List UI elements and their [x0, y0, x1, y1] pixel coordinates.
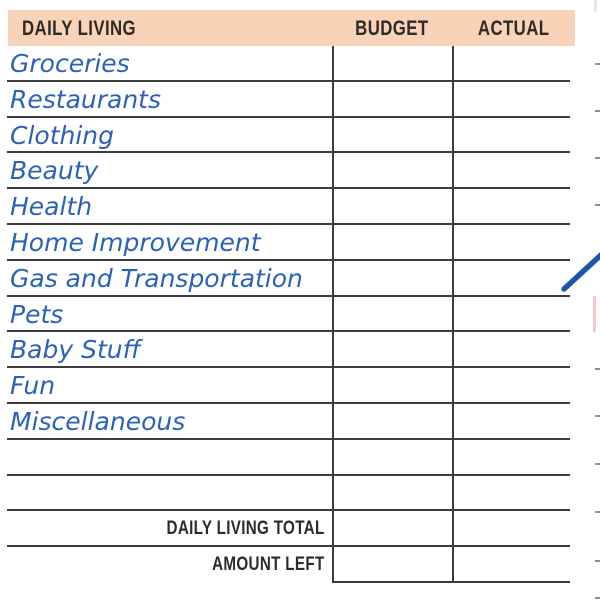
category-text: Clothing	[10, 120, 115, 150]
budget-cell[interactable]	[332, 153, 452, 187]
table-row	[7, 404, 570, 440]
table-row	[7, 332, 570, 368]
budget-cell[interactable]	[332, 46, 452, 80]
table-row	[7, 225, 570, 261]
category-label	[7, 332, 332, 366]
total-row	[7, 511, 570, 547]
budget-cell[interactable]	[332, 261, 452, 295]
category-label	[7, 368, 332, 402]
total-budget-cell[interactable]	[332, 511, 452, 545]
budget-cell[interactable]	[332, 82, 452, 116]
table-row	[7, 82, 570, 118]
table-row	[7, 261, 570, 297]
category-text: Restaurants	[10, 84, 162, 114]
amount-left-actual-cell[interactable]	[452, 547, 570, 583]
table-row	[7, 368, 570, 404]
category-cell-empty[interactable]	[7, 476, 332, 510]
category-label	[7, 153, 332, 187]
category-text: Baby Stuff	[10, 335, 141, 365]
budget-cell[interactable]	[332, 476, 452, 510]
budget-table	[7, 46, 570, 583]
category-label	[7, 297, 332, 331]
table-row	[7, 153, 570, 189]
actual-column-header	[452, 10, 576, 46]
table-row	[7, 189, 570, 225]
table-row	[7, 46, 570, 82]
total-label-cell	[7, 511, 332, 545]
page-edge-line-ticks	[594, 0, 600, 600]
actual-column-header-text: ACTUAL	[478, 17, 550, 40]
table-row	[7, 297, 570, 333]
category-label	[7, 118, 332, 152]
category-text: Health	[10, 192, 93, 222]
category-text: Groceries	[10, 49, 130, 78]
budget-column-header-text: BUDGET	[355, 17, 429, 40]
budget-cell[interactable]	[332, 332, 452, 366]
actual-cell[interactable]	[452, 404, 570, 438]
table-row-empty	[7, 440, 570, 476]
actual-cell[interactable]	[452, 189, 570, 223]
amount-left-label-cell	[7, 547, 332, 583]
budget-column-header	[332, 10, 452, 46]
total-actual-cell[interactable]	[452, 511, 570, 545]
section-title	[22, 10, 165, 46]
table-row-empty	[7, 476, 570, 512]
actual-cell[interactable]	[452, 261, 570, 295]
budget-cell[interactable]	[332, 189, 452, 223]
category-text: Beauty	[10, 156, 99, 186]
category-label	[7, 225, 332, 259]
actual-cell[interactable]	[452, 476, 570, 510]
budget-cell[interactable]	[332, 297, 452, 331]
actual-cell[interactable]	[452, 332, 570, 366]
actual-cell[interactable]	[452, 440, 570, 474]
section-title-text: DAILY LIVING	[22, 17, 137, 40]
category-text: Fun	[10, 371, 56, 401]
actual-cell[interactable]	[452, 46, 570, 80]
category-text: Gas and Transportation	[10, 263, 303, 293]
category-label	[7, 82, 332, 116]
daily-living-total-text: DAILY LIVING TOTAL	[166, 518, 325, 540]
actual-cell[interactable]	[452, 225, 570, 259]
amount-left-text: AMOUNT LEFT	[212, 554, 325, 576]
budget-cell[interactable]	[332, 118, 452, 152]
amount-left-label	[7, 547, 332, 583]
budget-cell[interactable]	[332, 225, 452, 259]
category-cell-empty[interactable]	[7, 440, 332, 474]
category-label	[7, 189, 332, 223]
budget-cell[interactable]	[332, 404, 452, 438]
daily-living-total-label	[7, 511, 332, 547]
actual-cell[interactable]	[452, 118, 570, 152]
category-label	[7, 46, 332, 80]
category-label	[7, 261, 332, 295]
category-label	[7, 404, 332, 438]
table-header	[8, 10, 575, 46]
amount-left-row	[7, 547, 570, 583]
actual-cell[interactable]	[452, 82, 570, 116]
budget-cell[interactable]	[332, 368, 452, 402]
budget-cell[interactable]	[332, 440, 452, 474]
actual-cell[interactable]	[452, 153, 570, 187]
category-text: Miscellaneous	[10, 406, 186, 436]
table-row	[7, 118, 570, 154]
category-text: Home Improvement	[10, 227, 261, 257]
actual-cell[interactable]	[452, 297, 570, 331]
category-text: Pets	[10, 299, 64, 329]
amount-left-budget-cell[interactable]	[332, 547, 452, 583]
actual-cell[interactable]	[452, 368, 570, 402]
